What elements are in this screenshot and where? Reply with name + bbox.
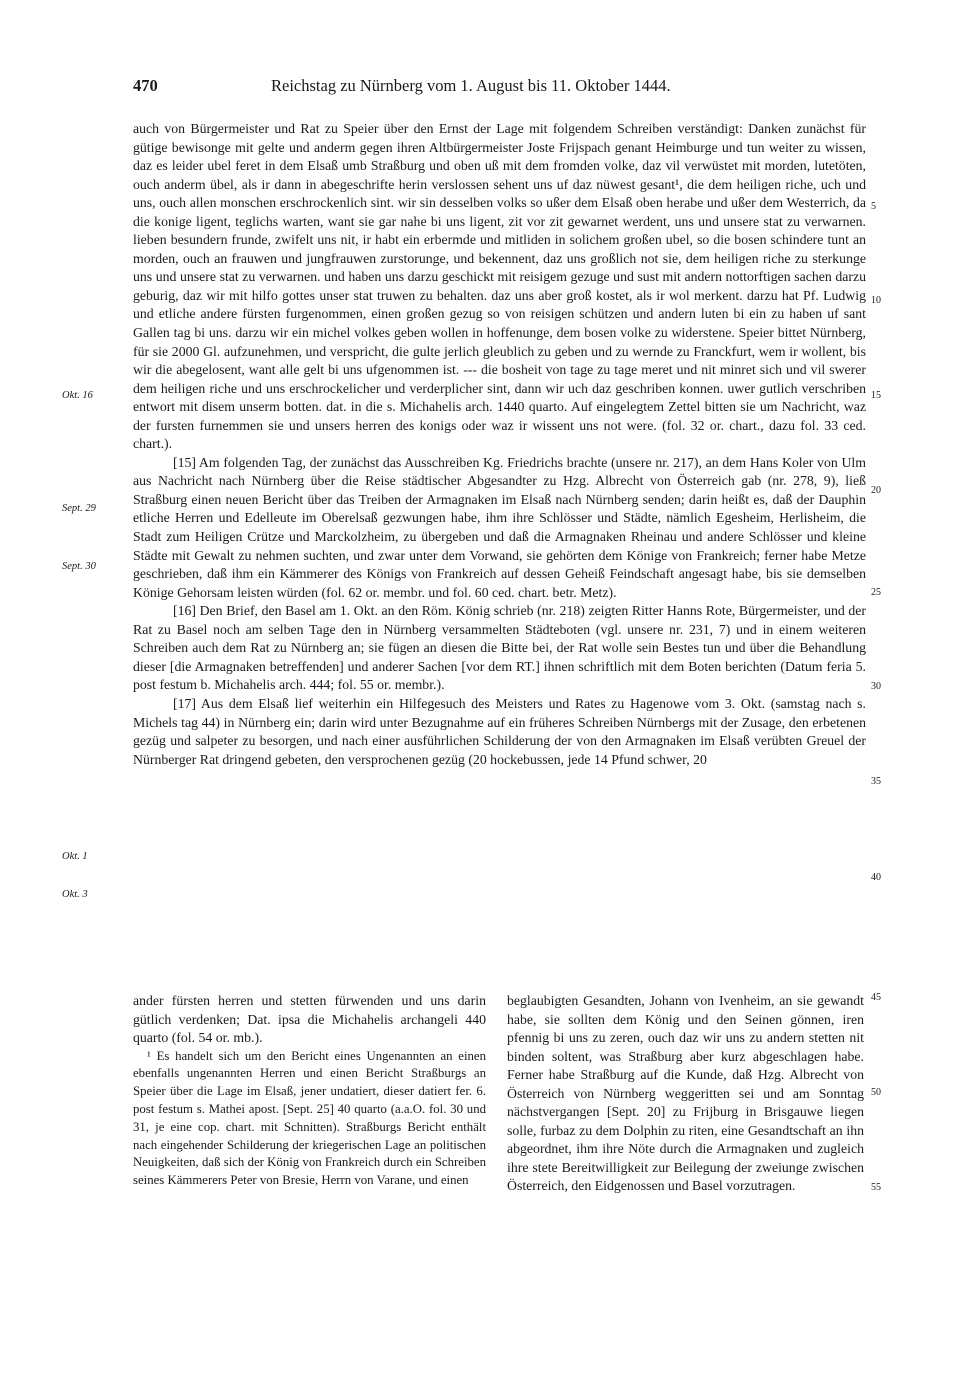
line-number: 40 — [871, 872, 881, 883]
paragraph-16: [16] Den Brief, den Basel am 1. Okt. an den Röm. König schrieb (nr. 218) zeigten Ritter Hanns Rote, Bürgermeister, und der Rat zu Basel noch am selben Tage den in Nürnberg versammelten Städteboten (vgl. unsere nr. 231, 7) und in einem weiteren Schreiben auch dem Rat zu Nürnberg an; sie fügen an diesen die Bitte bei, der Rat wolle sein Bestes tun und über die Behandlung dieser [die Armagnaken betreffenden] und anderer Sachen [vor dem RT.] ihnen schriftlich mit dem Boten berichten (Datum feria 5. post festum b. Michahelis arch. 444; fol. 55 or. membr.). — [133, 603, 866, 693]
line-number: 5 — [871, 201, 876, 212]
line-number: 35 — [871, 776, 881, 787]
right-column-text: beglaubigten Gesandten, Johann von Ivenheim, an sie gewandt habe, sie sollten dem König und den Seinen gönnen, iren pfennig bi uns zu zeren, ouch daz wir uns zu andern stetten nit binden soltent, was Straßburg aber kurz abgeschlagen habe. Ferner habe Straßburg auf die Kunde, daß Hzg. Albrecht von Österreich von Nürnberg weggeritten sei und am Sonntag nächstvergangen [Sept. 20] zu Frijburg in Brisgauwe liegen solle, furbaz zu dem Dolphin zu riten, eine Gesandtschaft an ihn abgeordnet, ihm ihre Nöte durch die Armagnaken und zugleich ihre stete Bereitwilligkeit zur Beilegung der zweiunge zwischen Österreich, den Eidgenossen und Basel vorzutragen. — [507, 993, 864, 1194]
paragraph-speier-letter: auch von Bürgermeister und Rat zu Speier über den Ernst der Lage mit folgendem Schreiben verständigt: Danken zunächst für gütige bewisonge mit gelte und anderm gegen ihren Altbürgermeister Joste Frijspach genant Heimburge und tun weiter zu wissen, daz es leider ubel feret in dem Elsaß umb Straßburg und oben uß mit dem fromden volke, daz vil verwüstet mit morden, lutetöten, ouch anderm übel, als ir dann in abegeschrifte herin verslossen sehent uns uf daz nüwest gesant¹, die dem heiligen riche, uch und uns, ouch allen monschen erschrockenlich sint. wir sin desselben volks so ußer dem Elsaß oben herabe und ußer dem Westerrich, da die konige ligent, teglichs warten, want sie gar nahe bi uns ligent, zit vor zit gewarnet werdent, uns und unsere stat zu verwarnen. lieben besundern frunde, zwifelt uns nit, ir habt ein erbermde und mitliden in solichem großen ubel, so die bosen schindere tunt an morden, ouch an frauwen und jungfrauwen zurstorunge, und bekennent, daz uns großlich not sie, dem heiligen riche zu sterkunge uns und unsere stat zu verwarnen. und haben uns darzu geschickt mit reisigem gezuge und sust mit andern nottorftigen sachen darzu geburig, daz wir mit hilfo gottes unser stat truwen zu behalten. daz uns aber groß kostet, als ir wol merkent. darzu hat Pf. Ludwig und etliche andere fürsten furgenommen, einen großen gezug so von reisigen schützen und andern luten bi ein zu haben uf sant Gallen tag bi uns. darzu wir ein michel volkes geben wollen in hoffenunge, dem bosen volke zu widerstene. Speier bittet Nürnberg, für sie 2000 Gl. aufzunehmen, und verspricht, die gulte jerlich gleublich zu geben und zu wernde zu Franckfurt, wem ir wollent, bis wir die abegelosent, want alle gelt bi uns ufgenommen ist. --- die bosheit von tage zu tage meret und nit minret sich und vil swerer dem heiligen riche und uns erschrockelicher und verderplicher sint, dann wir uch daz geschriben konnen. uwer gutlich verschriben entwort mit disem unserm botten. dat. in die s. Michahelis arch. 1440 quarto. Auf eingelegtem Zettel bitten sie um Nachricht, waz der fursten furnemmen sie und unsers herren des konigs oder waz ir wissent uns not were. (fol. 32 or. chart., dazu fol. 33 ced. chart.). — [133, 121, 866, 452]
running-title: Reichstag zu Nürnberg vom 1. August bis 11. Oktober 1444. — [271, 76, 671, 95]
line-number: 50 — [871, 1087, 881, 1098]
left-column — [133, 992, 486, 1190]
margin-note: Sept. 29 — [62, 503, 96, 514]
paragraph-15: [15] Am folgenden Tag, der zunächst das Ausschreiben Kg. Friedrichs brachte (unsere nr. 217), an dem Hans Koler von Ulm aus Nachricht nach Nürnberg über die Reise städtischer Abgesandter zu Hzg. Albrecht von Österreich gab (nr. 278, 9), ließ Straßburg einen neuen Bericht über das Treiben der Armagnaken im Elsaß nach Nürnberg senden; darin heißt es, daß der Dauphin etliche Herren und Edelleute im Oberelsaß gezwungen habe, ihm ihre Schlösser und Städte, nämlich Egesheim, Herlisheim, die Stadt zum Heiligen Crütze und Marckolzheim, zu übergeben und daß die Armagnaken Rheinau und andere Schlösser und kleine Städte mit Gewalt zu nehmen suchten, und zwar unter dem Vorwand, sie gehörten dem Könige von Frankreich; ferner habe Metze geschrieben, daß ihm ein Kämmerer des Königs von Frankreich auf dessen Geheiß Feindschaft angesagt habe, bis sie demselben Könige Gehorsam leisten würden (fol. 62 or. membr. und fol. 60 ced. chart. betr. Metz). — [133, 454, 866, 600]
margin-note: Sept. 30 — [62, 561, 96, 572]
line-number: 20 — [871, 485, 881, 496]
page-number: 470 — [133, 76, 158, 95]
line-number: 15 — [871, 390, 881, 401]
left-column-text: ander fürsten herren und stetten fürwenden und uns darin gütlich verdenken; Dat. ipsa die Michahelis archangeli 440 quarto (fol. 54 or. mb.). — [133, 993, 486, 1046]
line-number: 25 — [871, 587, 881, 598]
line-number: 10 — [871, 295, 881, 306]
paragraph-17: [17] Aus dem Elsaß lief weiterhin ein Hilfegesuch des Meisters und Rates zu Hagenowe vom 3. Okt. (samstag nach s. Michels tag 44) in Nürnberg ein; darin wird unter Bezugnahme auf ein früheres Schreiben Nürnbergs mit der Zusage, den erbetenen gezüg und salpeter zu besorgen, und nach einer ausführlichen Schilderung der von den Armagnaken im Elsaß verübten Greuel der Nürnberger Rat dringend gebeten, den versprochenen gezüg (20 hockebussen, jede 14 Pfund schwer, 20 — [133, 695, 866, 767]
line-number: 55 — [871, 1182, 881, 1193]
margin-note: Okt. 1 — [62, 851, 88, 862]
footnote: ¹ Es handelt sich um den Bericht eines Ungenannten an einen ebenfalls ungenannten Herren und einen Bericht Straßburgs an Speier über die Lage im Elsaß, jener undatiert, dieser datiert fer. 6. post festum s. Mathei apost. [Sept. 25] 40 quarto (a.a.O. fol. 30 und 31, je eine cop. chart. mit Schnitten). Straßburgs Bericht enthält nach eingehender Schilderung der kriegerischen Lage an politischen Neuigkeiten, daß sich der König von Frankreich durch ein Schreiben seines Kämmerers Peter von Bresie, Herrn von Varane, und einen — [133, 1048, 486, 1188]
line-number: 45 — [871, 992, 881, 1003]
right-column — [507, 992, 864, 1196]
main-text — [133, 120, 866, 769]
margin-note: Okt. 3 — [62, 889, 88, 900]
margin-note: Okt. 16 — [62, 390, 93, 401]
line-number: 30 — [871, 681, 881, 692]
